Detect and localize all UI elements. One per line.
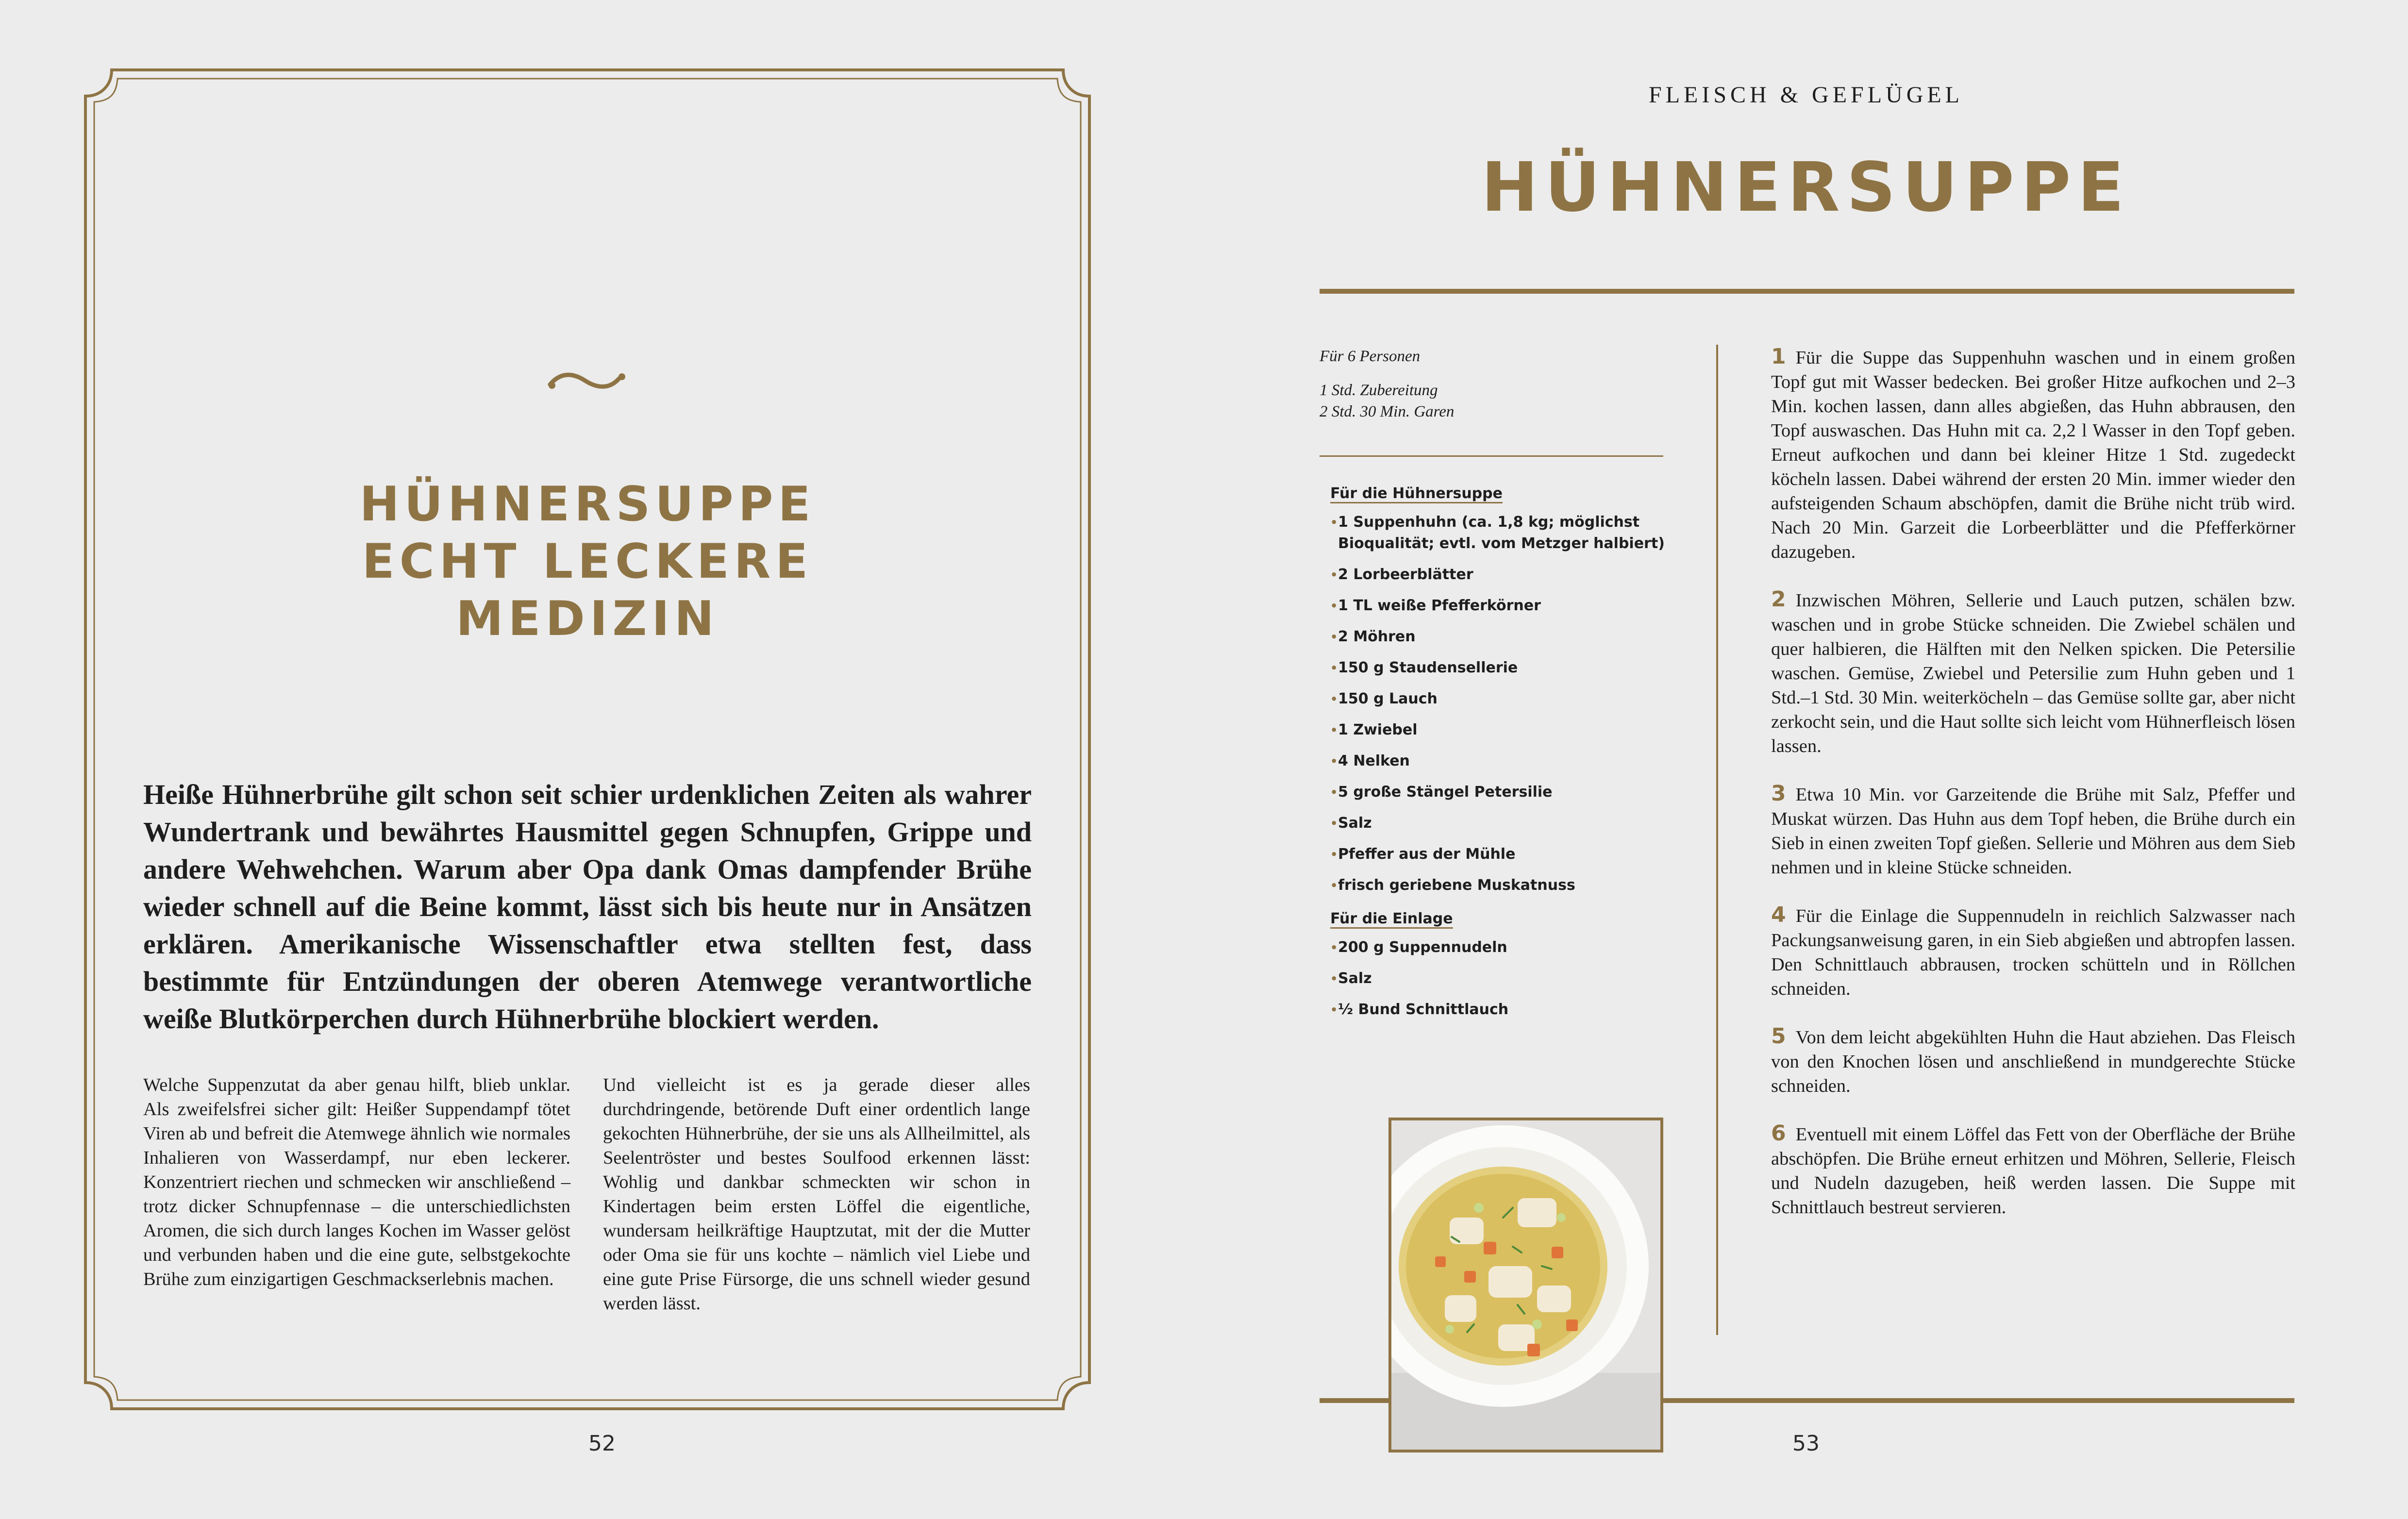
step-text: Eventuell mit einem Löffel das Fett von der Oberfläche der Brühe abschöpfen. Die Brühe erneut erhitzen und Möhren, Sellerie, Fleisch und Nudeln dazugeben, heiß werden lassen. Die Suppe mit Schnittlauch bestreut servieren. <box>1771 1124 2295 1218</box>
ingredient-item: • 2 Möhren <box>1330 626 1699 648</box>
ingredient-item: • 5 große Stängel Petersilie <box>1330 782 1699 803</box>
step-text: Inzwischen Möhren, Sellerie und Lauch putzen, schälen bzw. waschen und in grobe Stücke schneiden. Die Zwiebel schälen und quer halbieren, die Hälften mit den Nelken spicken. Die Petersilie waschen. Gemüse, Zwiebel und Petersilie zum Huhn geben und 1 Std.–1 Std. 30 Min. weiterköcheln – das Gemüse sollte gar, aber nicht zerkocht sein, und die Haut sollte sich leicht vom Hühnerfleisch lösen lassen. <box>1771 590 2295 756</box>
chicken-soup-bowl-photo <box>1388 1118 1663 1452</box>
column-divider <box>1716 345 1718 1335</box>
step <box>1771 903 2295 1001</box>
step-number: 6 <box>1771 1121 1786 1146</box>
page-number-right: 53 <box>1792 1431 1820 1456</box>
ingredient-item: • 200 g Suppennudeln <box>1330 937 1699 958</box>
step-text: Für die Einlage die Suppennudeln in reichlich Salzwasser nach Packungsanweisung garen, in ein Sieb abgießen und abtropfen lassen. Den Schnittlauch abbrausen, trocken schütteln und in Röllchen schneiden. <box>1771 906 2295 999</box>
step-number: 1 <box>1771 344 1786 369</box>
step-number: 4 <box>1771 902 1786 927</box>
ingredient-group-heading: Für die Einlage <box>1330 910 1453 927</box>
step <box>1771 587 2295 758</box>
method-steps <box>1771 345 2295 1243</box>
step <box>1771 1024 2295 1098</box>
prep-time: 1 Std. Zubereitung <box>1320 382 1438 399</box>
ingredient-item: • 4 Nelken <box>1330 751 1699 772</box>
recipe-meta <box>1320 346 1669 422</box>
page-number-left: 52 <box>588 1431 616 1456</box>
servings: Für 6 Personen <box>1320 348 1421 365</box>
step <box>1771 782 2295 880</box>
ingredient-item: • 1 Suppenhuhn (ca. 1,8 kg; möglichst Bioqualität; evtl. vom Metzger halbiert) <box>1330 512 1699 554</box>
step-number: 5 <box>1771 1024 1786 1049</box>
step <box>1771 1121 2295 1219</box>
ingredient-item: • ½ Bund Schnittlauch <box>1330 999 1699 1020</box>
ingredient-item: • 2 Lorbeerblätter <box>1330 564 1699 585</box>
meta-divider <box>1320 455 1663 457</box>
feature-title <box>272 476 903 648</box>
step-number: 3 <box>1771 781 1786 806</box>
feature-title-line2: ECHT LECKERE MEDIZIN <box>362 534 813 647</box>
step <box>1771 345 2295 564</box>
ingredient-item: • 1 Zwiebel <box>1330 719 1699 741</box>
soup-bowl-illustration-icon <box>1391 1120 1660 1450</box>
tilde-ornament-icon <box>546 369 629 393</box>
top-rule <box>1320 289 2294 294</box>
body-column-right: Und vielleicht ist es ja gerade dieser alles durchdringende, betörende Duft einer ordentlich lange gekochten Hühnerbrühe, der sie uns als Allheilmittel, als Seelentröster und bestes Soulfood erkennen lässt: Wohlig und dankbar schmeckten wir schon in Kindertagen beim ersten Löffel die eigentliche, wundersam heilkräftige Hauptzutat, mit der die Mutter oder Oma sie für uns kochte – nämlich viel Liebe und eine gute Prise Fürsorge, die uns schnell wieder gesund werden lässt. <box>603 1075 1030 1314</box>
step-text: Für die Suppe das Suppenhuhn waschen und in einem großen Topf gut mit Wasser bedecken. Bei großer Hitze aufkochen und 2–3 Min. kochen lassen, dann alles abgießen, das Huhn abbrausen, den Topf auswaschen. Das Huhn mit ca. 2,2 l Wasser in den Topf geben. Erneut aufkochen und dann bei kleiner Hitze 1 Std. zugedeckt köcheln lassen. Dabei während der ersten 20 Min. immer wieder den aufsteigenden Schaum abschöpfen, damit die Brühe nicht trüb wird. Nach 20 Min. Garzeit die Lorbeerblätter und die Pfefferkörner dazugeben. <box>1771 348 2295 562</box>
ingredient-item: • frisch geriebene Muskatnuss <box>1330 875 1699 896</box>
feature-title-line1: HÜHNERSUPPE <box>359 477 816 532</box>
body-column-left: Welche Suppenzutat da aber genau hilft, blieb unklar. Als zweifelsfrei sicher gilt: Heißer Suppendampf tötet Viren ab und befreit die Atemwege ähnlich wie normales Inhalieren von Wasserdampf, nur eben leckerer. Konzentriert riechen und schmecken wir anschließend – trotz dicker Schnupfennase – die unterschiedlichsten Aromen, die sich durch langes Kochen im Wasser gelöst und verbunden haben und die eine gute, selbstgekochte Brühe zum einzigartigen Geschmackserlebnis machen. <box>143 1075 570 1289</box>
step-number: 2 <box>1771 587 1786 612</box>
ingredient-list <box>1330 481 1699 1030</box>
ingredient-item: • Pfeffer aus der Mühle <box>1330 844 1699 865</box>
ingredient-item: • 150 g Lauch <box>1330 688 1699 710</box>
category-label: FLEISCH & GEFLÜGEL <box>1649 82 1963 108</box>
ingredient-item: • Salz <box>1330 968 1699 989</box>
recipe-title: HÜHNERSUPPE <box>1481 148 2131 227</box>
step-text: Etwa 10 Min. vor Garzeitende die Brühe mit Salz, Pfeffer und Muskat würzen. Das Huhn aus dem Topf heben, die Brühe durch ein Sieb in einen zweiten Topf gießen. Sellerie und Möhren aus dem Sieb nehmen und in kleine Stücke schneiden. <box>1771 785 2295 878</box>
ingredient-item: • 150 g Staudensellerie <box>1330 657 1699 679</box>
cook-time: 2 Std. 30 Min. Garen <box>1320 403 1455 420</box>
step-text: Von dem leicht abgekühlten Huhn die Haut abziehen. Das Fleisch von den Knochen lösen und anschließend in mundgerechte Stücke schneiden. <box>1771 1027 2295 1096</box>
ingredient-group-heading: Für die Hühnersuppe <box>1330 485 1503 502</box>
ingredient-item: • Salz <box>1330 813 1699 834</box>
ingredient-item: • 1 TL weiße Pfefferkörner <box>1330 595 1699 617</box>
intro-paragraph: Heiße Hühnerbrühe gilt schon seit schier urdenklichen Zeiten als wahrer Wundertrank und bewährtes Hausmittel gegen Schnupfen, Grippe und andere Wehwehchen. Warum aber Opa dank Omas dampfender Brühe wieder schnell auf die Beine kommt, lässt sich bis heute nur in Ansätzen erklären. Amerikanische Wissenschaftler etwa stellten fest, dass bestimmte für Entzündungen der oberen Atemwege verantwortliche weiße Blutkörperchen durch Hühnerbrühe blockiert werden. <box>143 779 1032 1035</box>
